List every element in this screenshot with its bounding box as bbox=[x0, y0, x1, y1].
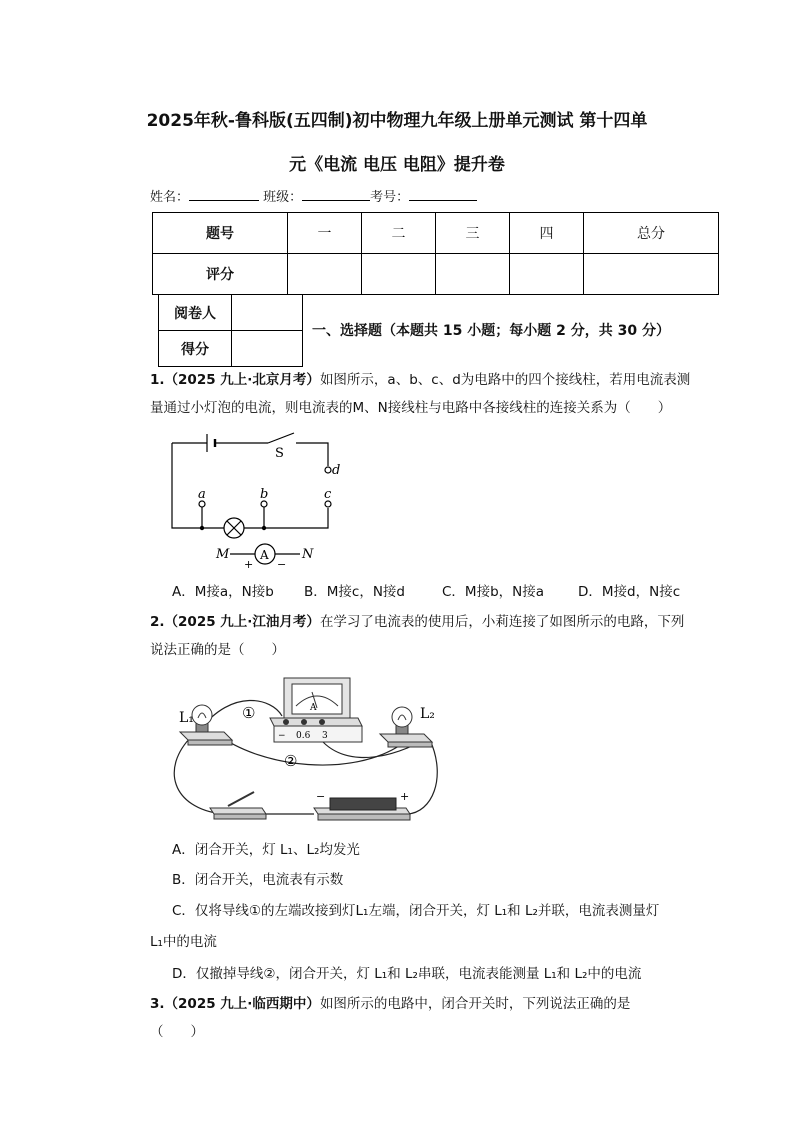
score-header-cell: 总分 bbox=[583, 213, 718, 254]
q3-number: 3. bbox=[150, 996, 165, 1012]
score-row-label: 评分 bbox=[153, 254, 288, 295]
score-header-cell: 三 bbox=[435, 213, 509, 254]
grade-label: 得分 bbox=[159, 331, 232, 367]
score-cell[interactable] bbox=[509, 254, 583, 295]
exam-no-blank[interactable] bbox=[409, 188, 477, 201]
q1-option-b[interactable]: B．M接c，N接d bbox=[304, 584, 405, 600]
score-header-cell: 二 bbox=[361, 213, 435, 254]
score-header-cell: 一 bbox=[287, 213, 361, 254]
q1-fig-ammeter-symbol: A bbox=[260, 548, 269, 562]
q2-source: （2025 九上·江油月考） bbox=[164, 614, 320, 630]
q1-fig-minus: − bbox=[277, 558, 287, 570]
q2-fig-l2: L₂ bbox=[420, 706, 435, 722]
q2-option-c[interactable]: C．仅将导线①的左端改接到灯L₁左端，闭合开关，灯 L₁和 L₂并联，电流表测量灯 bbox=[172, 903, 660, 919]
q2-fig-wire-2: ② bbox=[284, 752, 298, 770]
score-header-cell: 题号 bbox=[153, 213, 288, 254]
q3-text-line1: 如图所示的电路中，闭合开关时，下列说法正确的是 bbox=[319, 996, 631, 1012]
title-line-2: 元《电流 电压 电阻》提升卷 bbox=[289, 155, 505, 175]
q2-fig-terminal-3: 3 bbox=[322, 731, 328, 741]
score-header-cell: 四 bbox=[509, 213, 583, 254]
q2-option-a[interactable]: A．闭合开关，灯 L₁、L₂均发光 bbox=[172, 842, 360, 858]
class-blank[interactable] bbox=[302, 188, 370, 201]
score-cell[interactable] bbox=[287, 254, 361, 295]
q2-fig-battery-minus: − bbox=[316, 790, 326, 803]
title-line-1: 2025年秋-鲁科版(五四制)初中物理九年级上册单元测试 第十四单 bbox=[146, 111, 648, 131]
q1-fig-switch-label: S bbox=[275, 446, 284, 461]
q1-fig-plus: + bbox=[244, 558, 254, 570]
exam-no-label: 考号： bbox=[370, 190, 410, 205]
section-heading: 一、选择题（本题共 15 小题；每小题 2 分，共 30 分） bbox=[312, 323, 670, 339]
q1-number: 1. bbox=[150, 372, 165, 388]
score-header-row bbox=[153, 213, 719, 254]
q1-fig-label-a: a bbox=[198, 487, 206, 502]
score-cell[interactable] bbox=[583, 254, 718, 295]
q1-circuit-diagram bbox=[160, 430, 350, 570]
score-cell[interactable] bbox=[361, 254, 435, 295]
q1-option-a[interactable]: A．M接a，N接b bbox=[172, 584, 274, 600]
q1-source: （2025 九上·北京月考） bbox=[164, 372, 320, 388]
grade-cell[interactable] bbox=[232, 331, 303, 367]
name-label: 姓名： bbox=[150, 190, 190, 205]
q1-option-c[interactable]: C．M接b，N接a bbox=[442, 584, 545, 600]
q1-fig-label-d: d bbox=[332, 463, 341, 478]
q1-text-line1: 如图所示，a、b、c、d为电路中的四个接线柱，若用电流表测 bbox=[319, 372, 691, 388]
q3-source: （2025 九上·临西期中） bbox=[164, 996, 320, 1012]
question-1 bbox=[150, 366, 720, 422]
q2-fig-terminal-06: 0.6 bbox=[296, 731, 311, 741]
score-table bbox=[152, 212, 719, 295]
q2-number: 2. bbox=[150, 614, 165, 630]
q1-fig-label-n: N bbox=[302, 547, 314, 562]
question-3 bbox=[150, 990, 720, 1046]
q1-fig-label-c: c bbox=[324, 487, 332, 502]
q2-option-d[interactable]: D．仅撤掉导线②，闭合开关，灯 L₁和 L₂串联，电流表能测量 L₁和 L₂中的电流 bbox=[172, 966, 642, 982]
name-blank[interactable] bbox=[189, 188, 259, 201]
q2-fig-wire-1: ① bbox=[242, 704, 256, 722]
score-cell[interactable] bbox=[435, 254, 509, 295]
q2-fig-battery-plus: + bbox=[400, 790, 410, 803]
class-label: 班级： bbox=[263, 190, 303, 205]
q1-option-d[interactable]: D．M接d，N接c bbox=[578, 584, 681, 600]
q2-fig-l1: L₁ bbox=[179, 710, 194, 726]
info-line bbox=[150, 186, 477, 205]
q1-fig-label-m: M bbox=[216, 547, 230, 562]
q2-fig-terminal-minus: − bbox=[278, 731, 286, 741]
q1-fig-label-b: b bbox=[260, 487, 269, 502]
question-2 bbox=[150, 608, 720, 664]
grader-cell[interactable] bbox=[232, 295, 303, 331]
grader-table bbox=[158, 294, 303, 367]
q2-circuit-picture bbox=[162, 668, 442, 828]
q2-option-c-cont: L₁中的电流 bbox=[150, 934, 217, 950]
q1-text-line2: 量通过小灯泡的电流，则电流表的M、N接线柱与电路中各接线柱的连接关系为（ ） bbox=[150, 400, 672, 416]
q3-text-line2: （ ） bbox=[150, 1024, 204, 1040]
score-value-row bbox=[153, 254, 719, 295]
q2-fig-dial-symbol: A bbox=[310, 703, 317, 713]
q2-text-line2: 说法正确的是（ ） bbox=[150, 642, 285, 658]
grader-label: 阅卷人 bbox=[159, 295, 232, 331]
q2-option-b[interactable]: B．闭合开关，电流表有示数 bbox=[172, 872, 344, 888]
q2-text-line1: 在学习了电流表的使用后，小莉连接了如图所示的电路，下列 bbox=[319, 614, 685, 630]
